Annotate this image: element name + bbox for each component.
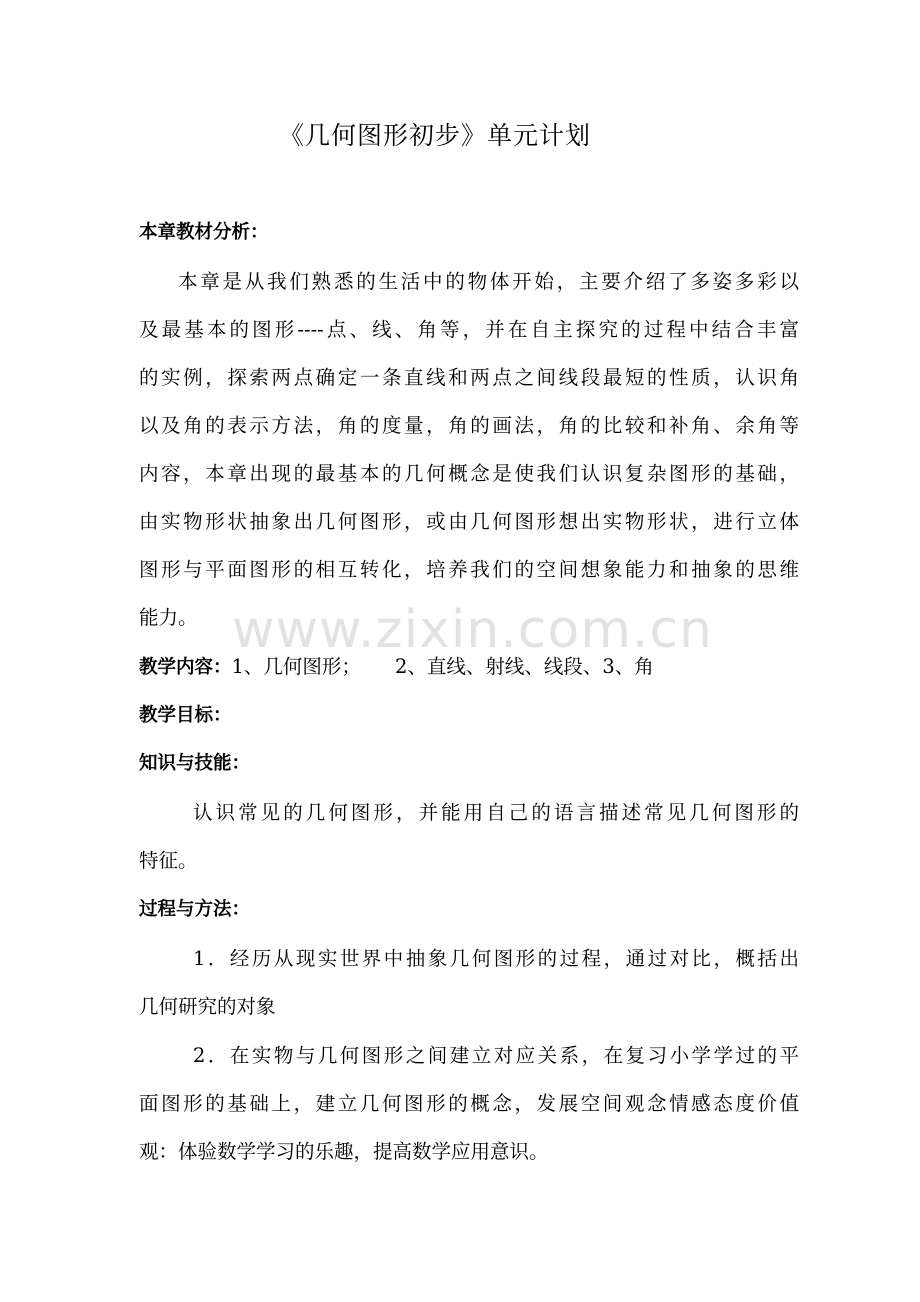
analysis-line: 能力。: [139, 606, 198, 629]
analysis-line: 及最基本的图形----点、线、角等，并在自主探究的过程中结合丰富: [139, 318, 799, 341]
process-item-line: 几何研究的对象: [139, 995, 276, 1018]
process-item-line: 1．经历从现实世界中抽象几何图形的过程，通过对比，概括出: [193, 947, 799, 970]
analysis-line: 由实物形状抽象出几何图形，或由几何图形想出实物形状，进行立体: [139, 510, 799, 533]
process-item-line: 面图形的基础上，建立几何图形的概念，发展空间观念情感态度价值: [139, 1092, 799, 1115]
knowledge-line: 认识常见的几何图形，并能用自己的语言描述常见几何图形的: [193, 801, 799, 824]
knowledge-line: 特征。: [139, 849, 198, 872]
analysis-line: 图形与平面图形的相互转化，培养我们的空间想象能力和抽象的思维: [139, 558, 799, 581]
analysis-line: 本章是从我们熟悉的生活中的物体开始，主要介绍了多姿多彩以: [178, 270, 799, 293]
process-item-line: 观：体验数学学习的乐趣，提高数学应用意识。: [139, 1140, 549, 1163]
document-title: 《几何图形初步》单元计划: [278, 121, 591, 150]
section-heading-content: 教学内容：: [139, 657, 232, 678]
content-item-1: 1、几何图形；: [231, 655, 361, 678]
analysis-line: 的实例，探索两点确定一条直线和两点之间线段最短的性质，认识角: [139, 366, 799, 389]
watermark-text: www.zixin.com.cn: [232, 600, 713, 660]
analysis-line: 以及角的表示方法，角的度量，角的画法，角的比较和补角、余角等: [139, 414, 799, 437]
process-item-line: 2．在实物与几何图形之间建立对应关系，在复习小学学过的平: [193, 1044, 799, 1067]
section-heading-knowledge: 知识与技能：: [139, 753, 251, 774]
content-item-2: 2、直线、射线、线段、3、角: [394, 655, 654, 678]
analysis-line: 内容，本章出现的最基本的几何概念是使我们认识复杂图形的基础，: [139, 462, 799, 485]
section-heading-analysis: 本章教材分析：: [139, 222, 269, 243]
section-heading-goals: 教学目标：: [139, 705, 232, 726]
section-heading-process: 过程与方法：: [139, 899, 251, 920]
teaching-content-row: [139, 648, 799, 686]
